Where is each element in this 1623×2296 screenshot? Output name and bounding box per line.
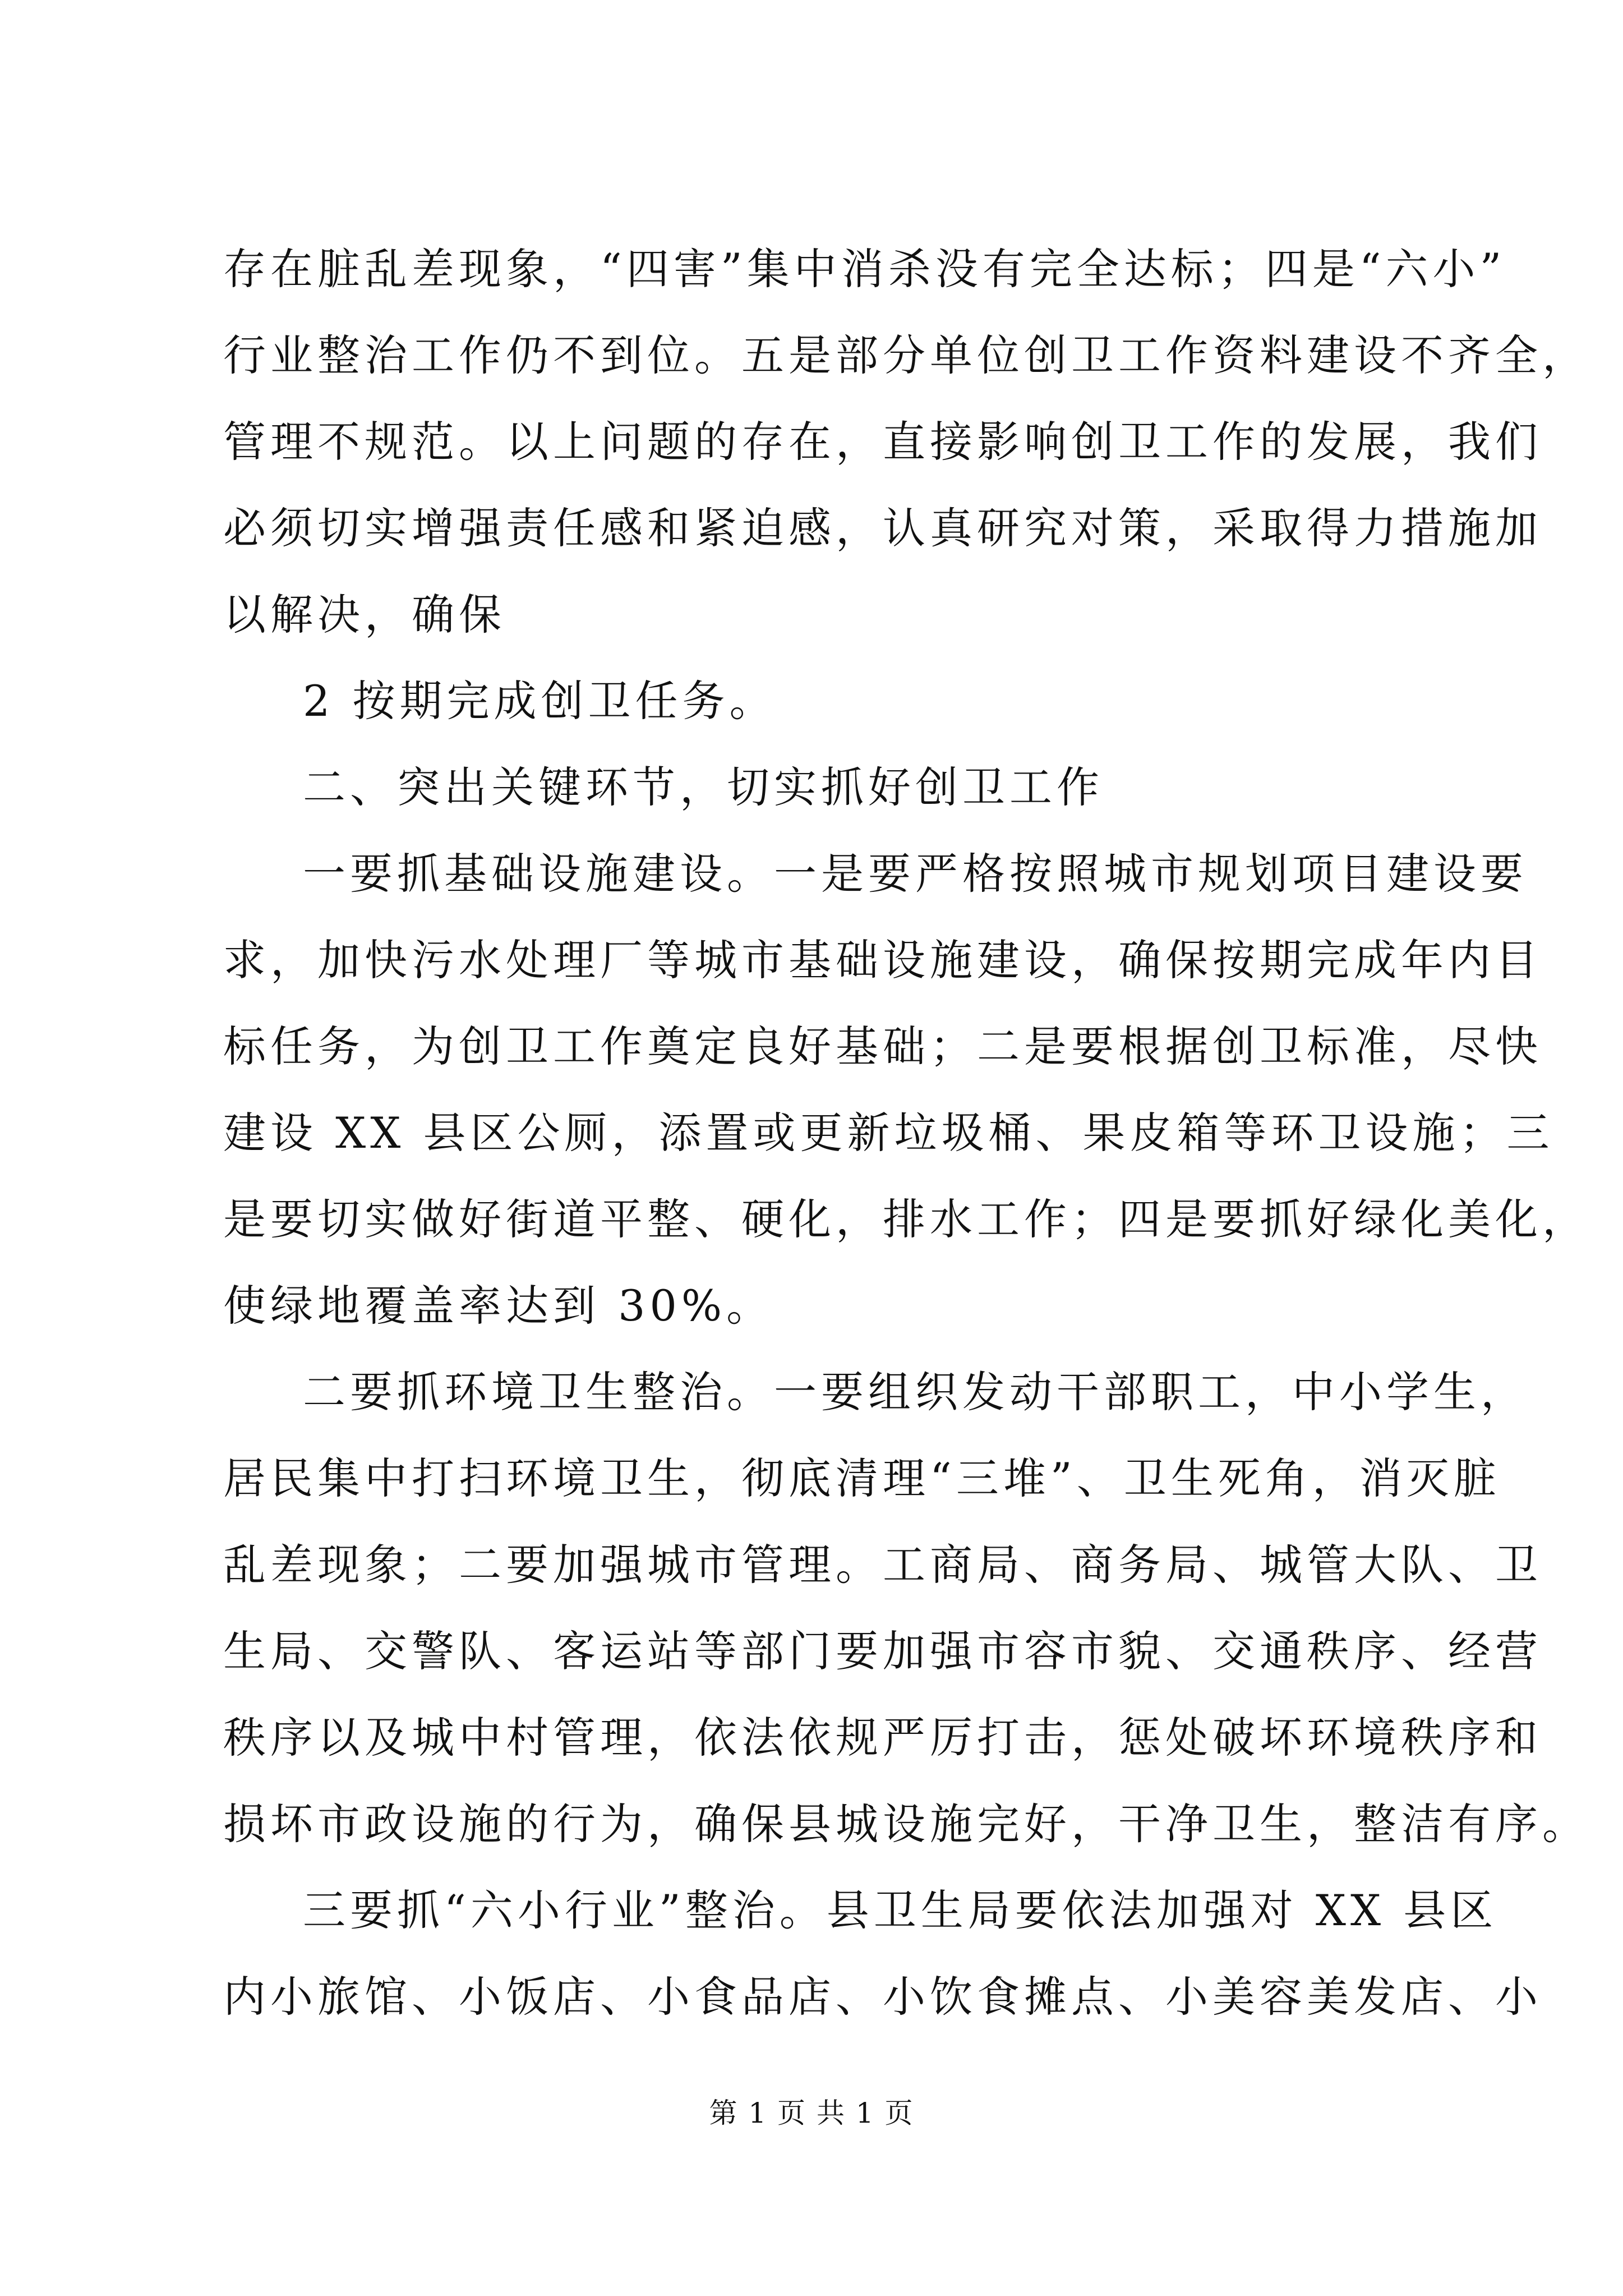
body-text-line: 内小旅馆、小饭店、小食品店、小饮食摊点、小美容美发店、小 bbox=[223, 1972, 1542, 2022]
body-text-line: 标任务，为创卫工作奠定良好基础；二是要根据创卫标准，尽快 bbox=[223, 1022, 1542, 1071]
body-text-line: 三要抓“六小行业”整治。县卫生局要依法加强对 XX 县区 bbox=[303, 1885, 1498, 1935]
body-text-line: 是要切实做好街道平整、硬化，排水工作；四是要抓好绿化美化， bbox=[223, 1194, 1589, 1244]
section-heading: 二、突出关键环节，切实抓好创卫工作 bbox=[303, 762, 1104, 812]
body-text-line: 损坏市政设施的行为，确保县城设施完好，干净卫生，整洁有序。 bbox=[223, 1799, 1589, 1849]
body-text-line: 生局、交警队、客运站等部门要加强市容市貌、交通秩序、经营 bbox=[223, 1626, 1542, 1676]
body-text-line: 建设 XX 县区公厕，添置或更新垃圾桶、果皮箱等环卫设施；三 bbox=[223, 1108, 1554, 1158]
body-text-line: 使绿地覆盖率达到 30%。 bbox=[223, 1281, 774, 1331]
body-text-line: 以解决，确保 bbox=[223, 590, 506, 639]
body-text-line: 2 按期完成创卫任务。 bbox=[303, 676, 777, 726]
body-text-line: 居民集中打扫环境卫生，彻底清理“三堆”、卫生死角，消灭脏 bbox=[223, 1453, 1501, 1503]
body-text-line: 行业整治工作仍不到位。五是部分单位创卫工作资料建设不齐全， bbox=[223, 330, 1589, 380]
body-text-line: 一要抓基础设施建设。一是要严格按照城市规划项目建设要 bbox=[303, 849, 1528, 899]
body-text-line: 秩序以及城中村管理，依法依规严厉打击，惩处破坏环境秩序和 bbox=[223, 1713, 1542, 1763]
body-text-line: 求，加快污水处理厂等城市基础设施建设，确保按期完成年内目 bbox=[223, 935, 1542, 985]
page-footer: 第 1 页 共 1 页 bbox=[709, 2097, 914, 2129]
body-text-line: 存在脏乱差现象，“四害”集中消杀没有完全达标；四是“六小” bbox=[223, 244, 1506, 294]
body-text-line: 二要抓环境卫生整治。一要组织发动干部职工，中小学生， bbox=[303, 1367, 1528, 1417]
body-text-line: 乱差现象；二要加强城市管理。工商局、商务局、城管大队、卫 bbox=[223, 1540, 1542, 1590]
body-text-line: 必须切实增强责任感和紧迫感，认真研究对策，采取得力措施加 bbox=[223, 503, 1542, 553]
body-text-line: 管理不规范。以上问题的存在，直接影响创卫工作的发展，我们 bbox=[223, 417, 1542, 467]
